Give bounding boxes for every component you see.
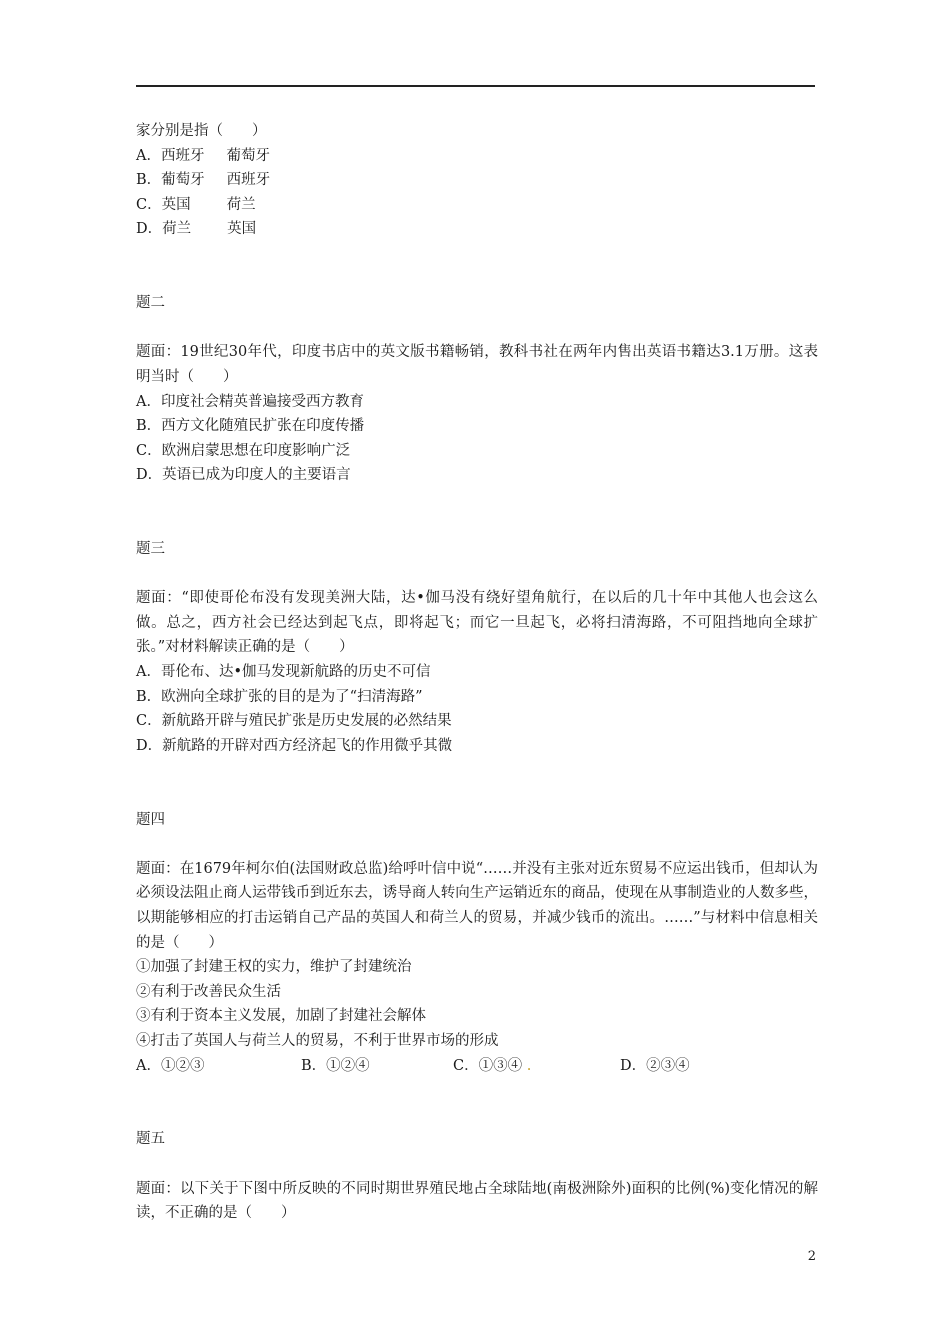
q4-choices: [136, 1054, 818, 1079]
page-content: [136, 119, 818, 1226]
q2-option-b: B．西方文化随殖民扩张在印度传播: [136, 418, 365, 435]
q1-option-b: B．葡萄牙 西班牙: [136, 172, 271, 189]
q4-choice-b: B．①②④: [301, 1057, 370, 1074]
q4-item-4: ④打击了英国人与荷兰人的贸易，不利于世界市场的形成: [136, 1032, 499, 1049]
q4-item-3: ③有利于资本主义发展，加剧了封建社会解体: [136, 1008, 426, 1025]
q4-choice-d: D．②③④: [620, 1057, 690, 1074]
q3-option-c: C．新航路开辟与殖民扩张是历史发展的必然结果: [136, 713, 452, 730]
q5-title: 题五: [136, 1131, 165, 1148]
q4-stem: 题面：在1679年柯尔伯(法国财政总监)给呼叶信中说“……并没有主张对近东贸易不应运出钱币，但却认为必须设法阻止商人运带钱币到近东去，诱导商人转向生产运销近东的商品，使现在从事制造业的人数多些，以期能够相应的打击运销自己产品的英国人和荷兰人的贸易，并减少钱币的流出。……”与材料中信息相关的是（ ）: [136, 860, 818, 951]
q4-item-1: ①加强了封建王权的实力，维护了封建统治: [136, 959, 412, 976]
q4-item-2: ②有利于改善民众生活: [136, 983, 281, 1000]
page-number: 2: [807, 1249, 816, 1264]
q5-stem: 题面：以下关于下图中所反映的不同时期世界殖民地占全球陆地(南极洲除外)面积的比例(%)变化情况的解读，不正确的是（ ）: [136, 1180, 818, 1222]
stray-dot: .: [526, 1057, 532, 1074]
q2-option-a: A．印度社会精英普遍接受西方教育: [136, 393, 364, 410]
q3-option-b: B．欧洲向全球扩张的目的是为了“扫清海路”: [136, 688, 423, 705]
q1-option-a: A．西班牙 葡萄牙: [136, 147, 270, 164]
q3-title: 题三: [136, 541, 165, 558]
header-rule: [136, 85, 815, 87]
q4-choice-a: A．①②③: [136, 1057, 205, 1074]
q3-stem: 题面：“即使哥伦布没有发现美洲大陆，达•伽马没有绕好望角航行，在以后的几十年中其他人也会这么做。总之，西方社会已经达到起飞点，即将起飞；而它一旦起飞，必将扫清海路，不可阻挡地向全球扩张。”对材料解读正确的是（ ）: [136, 590, 818, 656]
q2-title: 题二: [136, 295, 165, 312]
q2-option-d: D．英语已成为印度人的主要语言: [136, 467, 351, 484]
q3-option-a: A．哥伦布、达•伽马发现新航路的历史不可信: [136, 664, 431, 681]
q1-option-c: C．英国 荷兰: [136, 196, 256, 213]
q1-stem-tail: 家分别是指（ ）: [136, 123, 267, 139]
q4-title: 题四: [136, 811, 165, 828]
q1-option-d: D．荷兰 英国: [136, 221, 257, 238]
q2-option-c: C．欧洲启蒙思想在印度影响广泛: [136, 442, 351, 459]
q4-choice-c: C．①③④ .: [453, 1057, 532, 1074]
q3-option-d: D．新航路的开辟对西方经济起飞的作用微乎其微: [136, 737, 453, 754]
q2-stem: 题面：19世纪30年代，印度书店中的英文版书籍畅销，教科书社在两年内售出英语书籍达3.1万册。这表明当时（ ）: [136, 344, 818, 385]
